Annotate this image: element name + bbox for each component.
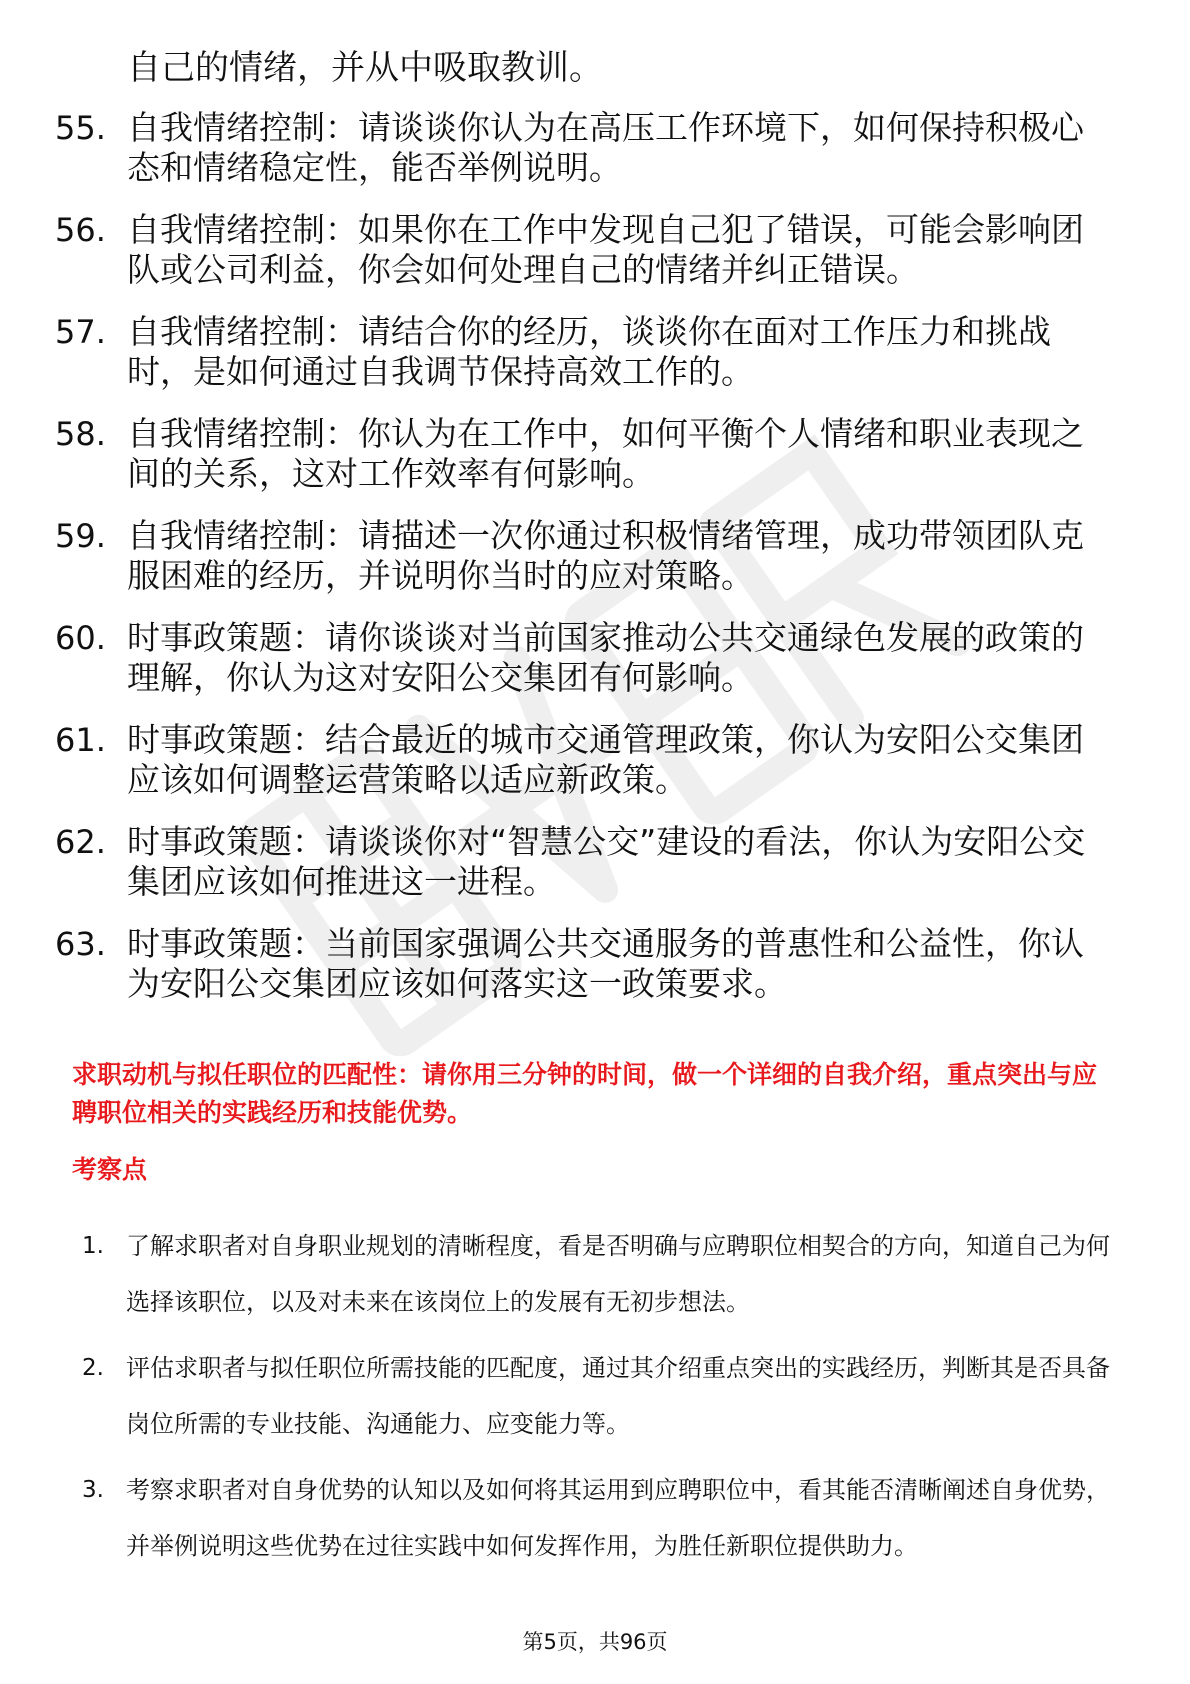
question-text: 自我情绪控制：请谈谈你认为在高压工作环境下，如何保持积极心态和情绪稳定性，能否举例说明。 [127, 108, 1084, 187]
continuation-text: 自己的情绪，并从中吸取教训。 [127, 48, 603, 88]
assessment-title: 考察点 [72, 1155, 148, 1184]
point-number: 2. [82, 1355, 104, 1381]
list-item [55, 720, 1130, 800]
question-text: 自我情绪控制：请描述一次你通过积极情绪管理，成功带领团队克服困难的经历，并说明你当时的应对策略。 [127, 516, 1084, 595]
question-number: 63. [55, 925, 106, 963]
question-number: 56. [55, 211, 106, 249]
list-item [55, 822, 1130, 902]
list-item [82, 1218, 1122, 1330]
question-number: 61. [55, 721, 106, 759]
question-text: 时事政策题：结合最近的城市交通管理政策，你认为安阳公交集团应该如何调整运营策略以适应新政策。 [127, 720, 1084, 799]
list-item [55, 312, 1130, 392]
point-text: 考察求职者对自身优势的认知以及如何将其运用到应聘职位中，看其能否清晰阐述自身优势，并举例说明这些优势在过往实践中如何发挥作用，为胜任新职位提供助力。 [126, 1476, 1110, 1560]
list-item [55, 618, 1130, 698]
question-number: 58. [55, 415, 106, 453]
question-text: 时事政策题：当前国家强调公共交通服务的普惠性和公益性，你认为安阳公交集团应该如何落实这一政策要求。 [127, 924, 1084, 1003]
motivation-question: 求职动机与拟任职位的匹配性：请你用三分钟的时间，做一个详细的自我介绍，重点突出与应聘职位相关的实践经历和技能优势。 [72, 1060, 1098, 1127]
list-item [82, 1340, 1122, 1452]
list-item [55, 924, 1130, 1004]
list-item [82, 1462, 1122, 1574]
question-list [55, 108, 1130, 1026]
list-item [55, 516, 1130, 596]
list-item [55, 108, 1130, 188]
question-number: 60. [55, 619, 106, 657]
list-item [55, 414, 1130, 494]
assessment-list [82, 1218, 1122, 1584]
question-text: 时事政策题：请你谈谈对当前国家推动公共交通绿色发展的政策的理解，你认为这对安阳公交集团有何影响。 [127, 618, 1084, 697]
question-number: 59. [55, 517, 106, 555]
question-number: 62. [55, 823, 106, 861]
point-text: 了解求职者对自身职业规划的清晰程度，看是否明确与应聘职位相契合的方向，知道自己为何选择该职位，以及对未来在该岗位上的发展有无初步想法。 [126, 1232, 1110, 1316]
point-number: 1. [82, 1233, 104, 1259]
question-number: 55. [55, 109, 106, 147]
question-text: 自我情绪控制：如果你在工作中发现自己犯了错误，可能会影响团队或公司利益，你会如何处理自己的情绪并纠正错误。 [127, 210, 1084, 289]
question-text: 自我情绪控制：请结合你的经历，谈谈你在面对工作压力和挑战时，是如何通过自我调节保持高效工作的。 [127, 312, 1051, 391]
point-text: 评估求职者与拟任职位所需技能的匹配度，通过其介绍重点突出的实践经历，判断其是否具备岗位所需的专业技能、沟通能力、应变能力等。 [126, 1354, 1110, 1438]
question-number: 57. [55, 313, 106, 351]
question-text: 自我情绪控制：你认为在工作中，如何平衡个人情绪和职业表现之间的关系，这对工作效率有何影响。 [127, 414, 1084, 493]
point-number: 3. [82, 1477, 104, 1503]
list-item [55, 210, 1130, 290]
page-footer: 第5页，共96页 [522, 1630, 668, 1654]
question-text: 时事政策题：请谈谈你对“智慧公交”建设的看法，你认为安阳公交集团应该如何推进这一进程。 [127, 822, 1086, 901]
